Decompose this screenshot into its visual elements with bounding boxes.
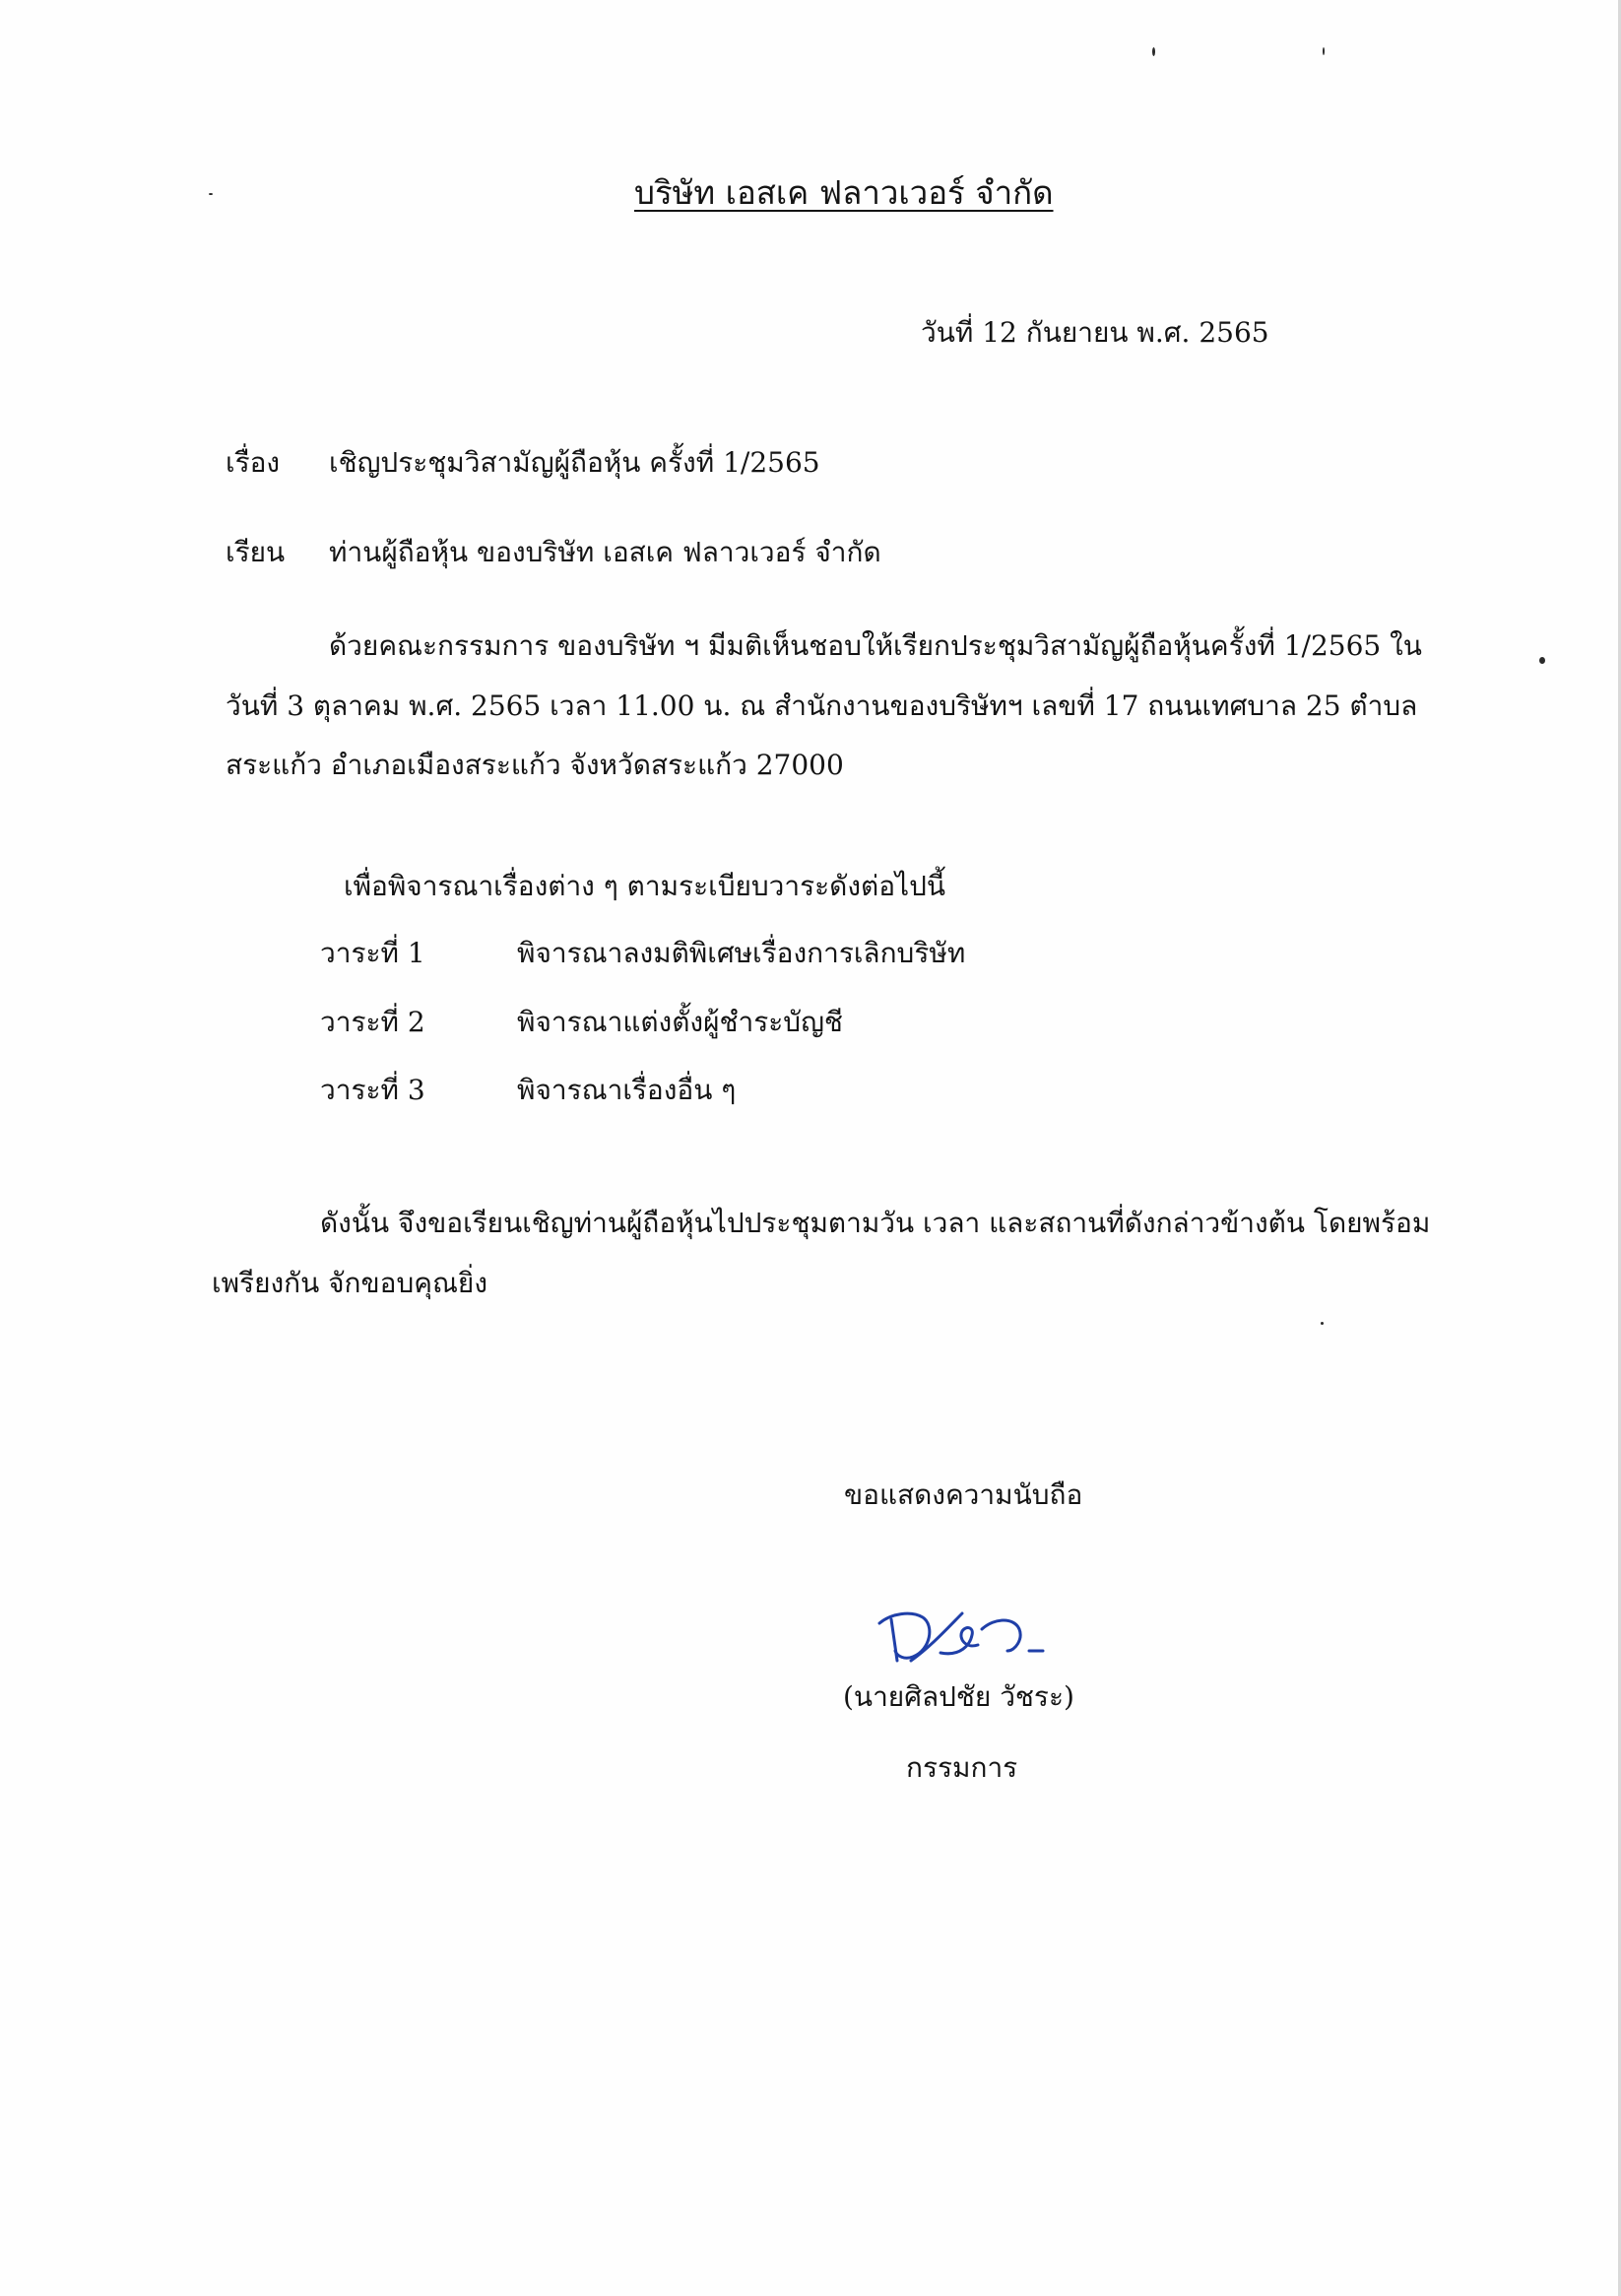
- recipient-text: ท่านผู้ถือหุ้น ของบริษัท เอสเค ฟลาวเวอร์ จำกัด: [329, 536, 881, 568]
- scan-speck: [1323, 47, 1325, 55]
- signer-name: (นายศิลปชัย วัชระ): [843, 1680, 1074, 1713]
- closing-regards: ขอแสดงความนับถือ: [844, 1478, 1083, 1511]
- agenda-item-text: พิจารณาลงมติพิเศษเรื่องการเลิกบริษัท: [517, 937, 966, 969]
- agenda-item-number: วาระที่ 2: [320, 1006, 425, 1038]
- company-title: บริษัท เอสเค ฟลาวเวอร์ จำกัด: [634, 173, 1054, 212]
- scan-speck: [1539, 657, 1545, 664]
- signer-title: กรรมการ: [906, 1751, 1018, 1784]
- closing-line-1: ดังนั้น จึงขอเรียนเชิญท่านผู้ถือหุ้นไปประชุมตามวัน เวลา และสถานที่ดังกล่าวข้างต้น โดยพร้อม: [320, 1207, 1431, 1239]
- body-line-2: วันที่ 3 ตุลาคม พ.ศ. 2565 เวลา 11.00 น. ณ สำนักงานของบริษัทฯ เลขที่ 17 ถนนเทศบาล 25 ตำบล: [226, 689, 1418, 722]
- agenda-item-text: พิจารณาแต่งตั้งผู้ชำระบัญชี: [517, 1006, 843, 1038]
- scan-speck: [1152, 47, 1155, 56]
- handwritten-signature: [872, 1596, 1088, 1674]
- agenda-item-text: พิจารณาเรื่องอื่น ๆ: [517, 1074, 737, 1106]
- scan-speck: [209, 193, 213, 195]
- body-line-3: สระแก้ว อำเภอเมืองสระแก้ว จังหวัดสระแก้ว 27000: [226, 749, 844, 781]
- agenda-item-number: วาระที่ 1: [320, 937, 425, 969]
- letter-date: วันที่ 12 กันยายน พ.ศ. 2565: [921, 316, 1269, 349]
- subject-text: เชิญประชุมวิสามัญผู้ถือหุ้น ครั้งที่ 1/2565: [329, 446, 820, 479]
- closing-line-2: เพรียงกัน จักขอบคุณยิ่ง: [212, 1267, 488, 1299]
- body-line-1: ด้วยคณะกรรมการ ของบริษัท ฯ มีมติเห็นชอบให้เรียกประชุมวิสามัญผู้ถือหุ้นครั้งที่ 1/2565 ใน: [329, 629, 1422, 662]
- scan-speck: [1321, 1322, 1324, 1325]
- subject-label: เรื่อง: [226, 446, 281, 479]
- recipient-label: เรียน: [226, 536, 286, 568]
- agenda-intro: เพื่อพิจารณาเรื่องต่าง ๆ ตามระเบียบวาระดังต่อไปนี้: [344, 870, 946, 902]
- agenda-item-number: วาระที่ 3: [320, 1074, 425, 1106]
